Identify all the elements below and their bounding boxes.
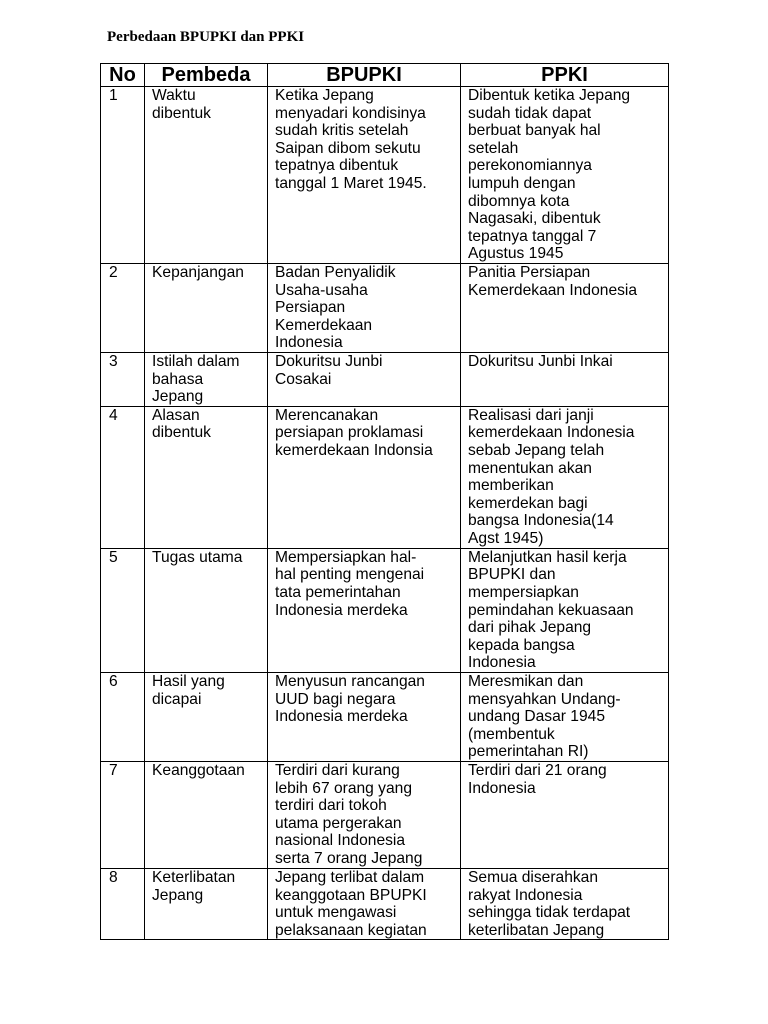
cell-no: 2 — [101, 264, 145, 353]
table-row — [101, 264, 669, 353]
table-row — [101, 868, 669, 939]
cell-no: 8 — [101, 868, 145, 939]
document-title: Perbedaan BPUPKI dan PPKI — [107, 29, 305, 45]
cell-no: 1 — [101, 87, 145, 264]
cell-ppki: Panitia Persiapan Kemerdekaan Indonesia — [461, 264, 669, 353]
table-row — [101, 353, 669, 407]
cell-bpupki: Menyusun rancangan UUD bagi negara Indonesia merdeka — [268, 672, 461, 761]
cell-ppki: Dibentuk ketika Jepang sudah tidak dapat berbuat banyak hal setelah perekonomiannya lumpuh dengan dibomnya kota Nagasaki, dibentuk tepatnya tanggal 7 Agustus 1945 — [461, 87, 669, 264]
cell-no: 7 — [101, 761, 145, 868]
cell-ppki: Semua diserahkan rakyat Indonesia sehingga tidak terdapat keterlibatan Jepang — [461, 868, 669, 939]
cell-ppki: Terdiri dari 21 orang Indonesia — [461, 761, 669, 868]
cell-bpupki: Dokuritsu Junbi Cosakai — [268, 353, 461, 407]
cell-pembeda: Keterlibatan Jepang — [145, 868, 268, 939]
cell-no: 6 — [101, 672, 145, 761]
table-row — [101, 87, 669, 264]
cell-ppki: Dokuritsu Junbi Inkai — [461, 353, 669, 407]
cell-pembeda: Alasan dibentuk — [145, 406, 268, 548]
cell-bpupki: Jepang terlibat dalam keanggotaan BPUPKI untuk mengawasi pelaksanaan kegiatan — [268, 868, 461, 939]
cell-bpupki: Ketika Jepang menyadari kondisinya sudah kritis setelah Saipan dibom sekutu tepatnya dibentuk tanggal 1 Maret 1945. — [268, 87, 461, 264]
comparison-table — [100, 63, 669, 940]
table-header-row — [101, 64, 669, 87]
cell-bpupki: Terdiri dari kurang lebih 67 orang yang terdiri dari tokoh utama pergerakan nasional Indonesia serta 7 orang Jepang — [268, 761, 461, 868]
cell-bpupki: Badan Penyalidik Usaha-usaha Persiapan Kemerdekaan Indonesia — [268, 264, 461, 353]
cell-no: 4 — [101, 406, 145, 548]
cell-pembeda: Istilah dalam bahasa Jepang — [145, 353, 268, 407]
cell-ppki: Realisasi dari janji kemerdekaan Indonesia sebab Jepang telah menentukan akan memberikan kemerdekan bagi bangsa Indonesia(14 Agst 1945) — [461, 406, 669, 548]
cell-pembeda: Waktu dibentuk — [145, 87, 268, 264]
cell-pembeda: Hasil yang dicapai — [145, 672, 268, 761]
table-row — [101, 672, 669, 761]
cell-ppki: Melanjutkan hasil kerja BPUPKI dan mempersiapkan pemindahan kekuasaan dari pihak Jepang kepada bangsa Indonesia — [461, 548, 669, 672]
header-no: No — [101, 64, 145, 87]
cell-ppki: Meresmikan dan mensyahkan Undang- undang Dasar 1945 (membentuk pemerintahan RI) — [461, 672, 669, 761]
table-row — [101, 406, 669, 548]
cell-no: 5 — [101, 548, 145, 672]
table-row — [101, 761, 669, 868]
header-pembeda: Pembeda — [145, 64, 268, 87]
table-row — [101, 548, 669, 672]
cell-pembeda: Kepanjangan — [145, 264, 268, 353]
header-bpupki: BPUPKI — [268, 64, 461, 87]
cell-pembeda: Keanggotaan — [145, 761, 268, 868]
cell-no: 3 — [101, 353, 145, 407]
cell-bpupki: Merencanakan persiapan proklamasi kemerdekaan Indonsia — [268, 406, 461, 548]
cell-bpupki: Mempersiapkan hal- hal penting mengenai tata pemerintahan Indonesia merdeka — [268, 548, 461, 672]
cell-pembeda: Tugas utama — [145, 548, 268, 672]
header-ppki: PPKI — [461, 64, 669, 87]
